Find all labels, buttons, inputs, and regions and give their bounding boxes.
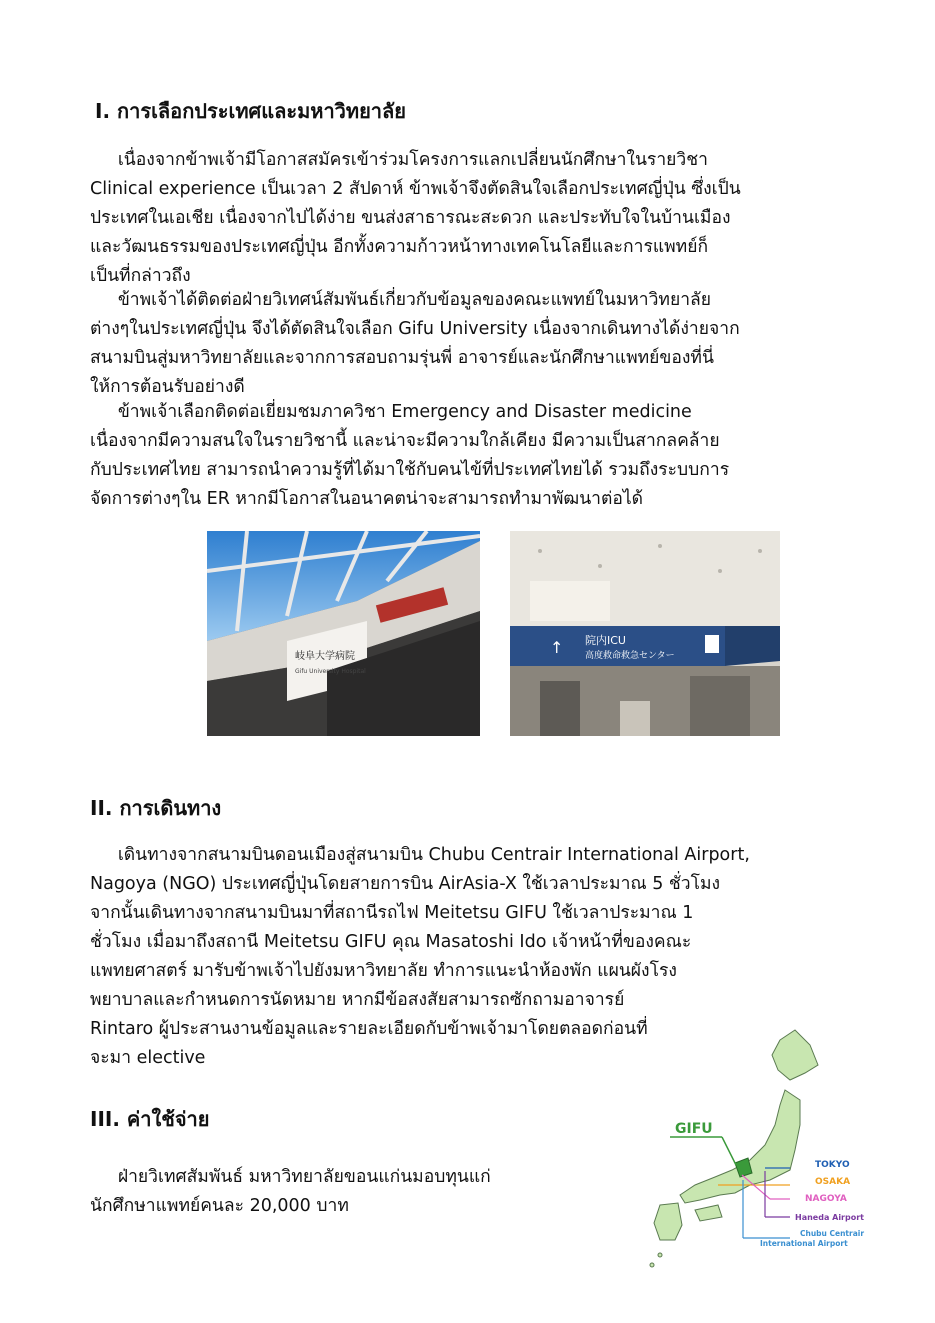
hospital-entrance-photo bbox=[207, 531, 480, 736]
section3-paragraph: ฝ่ายวิเทศสัมพันธ์ มหาวิทยาลัยขอนแก่นมอบทุนแก่ นักศึกษาแพทย์คนละ 20,000 บาท bbox=[90, 1167, 491, 1216]
japan-map bbox=[640, 1025, 865, 1275]
map-tokyo-label: TOKYO bbox=[815, 1160, 850, 1170]
section2-paragraph: เดินทางจากสนามบินดอนเมืองสู่สนามบิน Chubu Centrair International Airport, Nagoya (NGO) ประเทศญี่ปุ่นโดยสายการบิน AirAsia-X ใช้เวลาประมาณ 5 ชั่วโมง จากนั้นเดินทางจากสนามบินมาที่สถานีรถไฟ Meitetsu GIFU ใช้เวลาประมาณ 1 ชั่วโมง เมื่อมาถึงสถานี Meitetsu GIFU คุณ Masatoshi Ido เจ้าหน้าที่ของคณะ แพทยศาสตร์ มารับข้าพเจ้าไปยังมหาวิทยาลัย ทำการแนะนำห้องพัก แผนผังโรง พยาบาลและกำหนดการนัดหมาย หากมีข้อสงสัยสามารถซักถามอาจารย์ Rintaro ผู้ประสานงานข้อมูลและรายละเอียดกับข้าพเจ้ามาโดยตลอดก่อนที่ จะมา elective bbox=[90, 845, 750, 1068]
icu-sign-line2: 高度救命救急センター bbox=[585, 651, 675, 661]
map-osaka-label: OSAKA bbox=[815, 1177, 851, 1187]
section1-heading: I. การเลือกประเทศและมหาวิทยาลัย bbox=[95, 99, 407, 123]
map-haneda-label: Haneda Airport bbox=[795, 1213, 864, 1222]
map-intl-airport-label: International Airport bbox=[760, 1239, 848, 1248]
section1-paragraph-2: ข้าพเจ้าได้ติดต่อฝ่ายวิเทศน์สัมพันธ์เกี่ยวกับข้อมูลของคณะแพทย์ในมหาวิทยาลัย ต่างๆในประเทศญี่ปุ่น จึงได้ตัดสินใจเลือก Gifu University เนื่องจากเดินทางได้ง่ายจาก สนามบินสู่มหาวิทยาลัยและจากการสอบถามรุ่นพี่ อาจารย์และนักศึกษาแพทย์ของที่นี่ ให้การต้อนรับอย่างดี bbox=[90, 290, 740, 397]
icu-sign-photo bbox=[510, 531, 780, 736]
map-nagoya-label: NAGOYA bbox=[805, 1194, 847, 1204]
section3-heading: III. ค่าใช้จ่าย bbox=[90, 1107, 210, 1131]
section1-paragraph-1: เนื่องจากข้าพเจ้ามีโอกาสสมัครเข้าร่วมโครงการแลกเปลี่ยนนักศึกษาในรายวิชา Clinical experience เป็นเวลา 2 สัปดาห์ ข้าพเจ้าจึงตัดสินใจเลือกประเทศญี่ปุ่น ซึ่งเป็น ประเทศในเอเชีย เนื่องจากไปได้ง่าย ขนส่งสาธารณะสะดวก และประทับใจในบ้านเมือง และวัฒนธรรมของประเทศญี่ปุ่น อีกทั้งความก้าวหน้าทางเทคโนโลยีและการแพทย์ก็ เป็นที่กล่าวถึง bbox=[90, 150, 741, 286]
up-arrow-icon: ↑ bbox=[550, 638, 564, 657]
map-chubu-label: Chubu Centrair bbox=[800, 1229, 865, 1238]
hospital-sign-subtext: Gifu University Hospital bbox=[295, 668, 366, 675]
section1-paragraph-3: ข้าพเจ้าเลือกติดต่อเยี่ยมชมภาควิชา Emergency and Disaster medicine เนื่องจากมีความสนใจในรายวิชานี้ และน่าจะมีความใกล้เคียง มีความเป็นสากลคล้าย กับประเทศไทย สามารถนำความรู้ที่ได้มาใช้กับคนไข้ที่ประเทศไทยได้ รวมถึงระบบการ จัดการต่างๆใน ER หากมีโอกาสในอนาคตน่าจะสามารถทำมาพัฒนาต่อได้ bbox=[90, 402, 730, 509]
hospital-sign-text: 岐阜大学病院 bbox=[295, 651, 355, 662]
section2-heading: II. การเดินทาง bbox=[90, 796, 222, 820]
icu-sign-line1: 院内ICU bbox=[585, 634, 626, 647]
map-gifu-label: GIFU bbox=[675, 1121, 713, 1137]
